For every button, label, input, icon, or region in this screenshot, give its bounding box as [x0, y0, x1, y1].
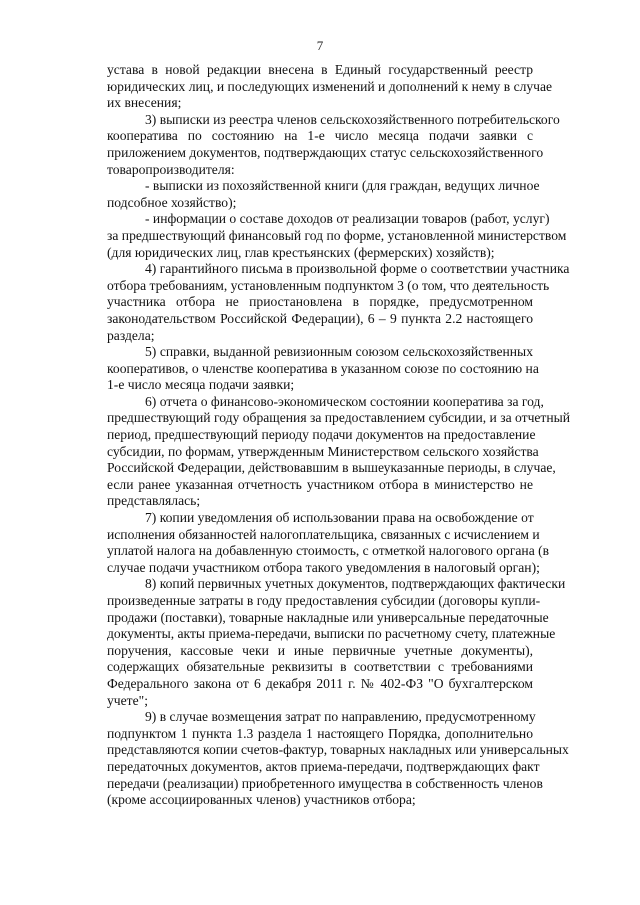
page-number: 7	[316, 38, 324, 53]
text-line: (кроме ассоциированных членов) участников отбора;	[107, 792, 416, 808]
text-line: законодательством Российской Федерации), 6 – 9 пункта 2.2 настоящего	[107, 310, 533, 326]
paragraph	[107, 709, 569, 809]
paragraph	[107, 261, 570, 344]
text-line: - информации о составе доходов от реализации товаров (работ, услуг)	[145, 211, 550, 227]
text-line: товаропроизводителя:	[107, 161, 235, 177]
text-line: поручения, кассовые чеки и иные первичные учетные документы),	[107, 642, 533, 658]
text-line: кооперативов, о членстве кооператива в указанном союзе по состоянию на	[107, 360, 539, 376]
text-line: 7) копии уведомления об использовании права на освобождение от	[145, 510, 534, 526]
text-line: документы, акты приема-передачи, выписки по расчетному счету, платежные	[107, 626, 556, 642]
text-line: 5) справки, выданной ревизионным союзом сельскохозяйственных	[145, 344, 533, 360]
text-line: период, предшествующий периоду подачи документов на предоставление	[107, 427, 536, 443]
text-line: передаточных документов, актов приема-передачи, подтверждающих факт	[107, 758, 540, 774]
text-line: представлялась;	[107, 493, 201, 509]
text-line: субсидии, по формам, утвержденным Министерством сельского хозяйства	[107, 443, 539, 459]
text-line: уплатой налога на добавленную стоимость, с отметкой налогового органа (в	[107, 543, 550, 559]
text-line: 4) гарантийного письма в произвольной форме о соответствии участника	[145, 261, 570, 277]
paragraph	[107, 344, 539, 394]
text-line: 3) выписки из реестра членов сельскохозяйственного потребительского	[145, 111, 560, 127]
paragraph	[107, 211, 567, 261]
paragraph	[107, 111, 560, 178]
text-line: учете";	[107, 692, 148, 708]
text-line: случае подачи участником отбора такого уведомления в налоговый орган);	[107, 559, 540, 575]
text-line: Российской Федерации, действовавшим в вышеуказанные периоды, в случае,	[107, 460, 556, 476]
text-line: подпунктом 1 пункта 1.3 раздела 1 настоящего Порядка, дополнительно	[107, 725, 533, 741]
text-line: исполнения обязанностей налогоплательщика, связанных с исчислением и	[107, 526, 540, 542]
text-line: - выписки из похозяйственной книги (для граждан, ведущих личное	[145, 178, 540, 194]
paragraph	[107, 62, 553, 112]
text-line: представляются копии счетов-фактур, товарных накладных или универсальных	[107, 742, 569, 758]
text-line: раздела;	[107, 327, 155, 343]
text-line: отбора требованиям, установленным подпунктом 3 (о том, что деятельность	[107, 277, 550, 293]
text-line: 1-е число месяца подачи заявки;	[107, 377, 295, 393]
text-line: Федерального закона от 6 декабря 2011 г. № 402-ФЗ "О бухгалтерском	[107, 675, 533, 691]
text-line: продажи (поставки), товарные накладные или универсальные передаточные	[107, 609, 549, 625]
text-line: если ранее указанная отчетность участником отбора в министерство не	[107, 476, 533, 492]
text-line: передачи (реализации) приобретенного имущества в собственность членов	[107, 775, 543, 791]
text-line: 9) в случае возмещения затрат по направлению, предусмотренному	[145, 709, 536, 725]
text-line: 6) отчета о финансово-экономическом состоянии кооператива за год,	[145, 393, 544, 409]
text-line: устава в новой редакции внесена в Единый государственный реестр	[107, 62, 533, 77]
paragraph	[107, 576, 566, 709]
text-line: 8) копий первичных учетных документов, подтверждающих фактически	[145, 576, 566, 592]
text-line: подсобное хозяйство);	[107, 194, 237, 210]
text-line: кооператива по состоянию на 1-е число месяца подачи заявки с	[107, 128, 533, 144]
text-line: приложением документов, подтверждающих статус сельскохозяйственного	[107, 144, 544, 160]
paragraph	[107, 393, 571, 510]
text-line: содержащих обязательные реквизиты в соответствии с требованиями	[107, 659, 533, 675]
text-line: юридических лиц, и последующих изменений и дополнений к нему в случае	[107, 78, 553, 94]
text-line: предшествующий году обращения за предоставлением субсидии, и за отчетный	[107, 410, 571, 426]
text-line: за предшествующий финансовый год по форме, установленной министерством	[107, 227, 567, 243]
paragraph	[107, 510, 550, 576]
text-line: (для юридических лиц, глав крестьянских (фермерских) хозяйств);	[107, 244, 495, 260]
paragraph	[107, 178, 540, 211]
text-line: произведенные затраты в году предоставления субсидии (договоры купли-	[107, 593, 541, 608]
text-line: их внесения;	[107, 95, 182, 111]
text-line: участника отбора не приостановлена в порядке, предусмотренном	[107, 294, 533, 310]
document-body	[107, 62, 571, 809]
